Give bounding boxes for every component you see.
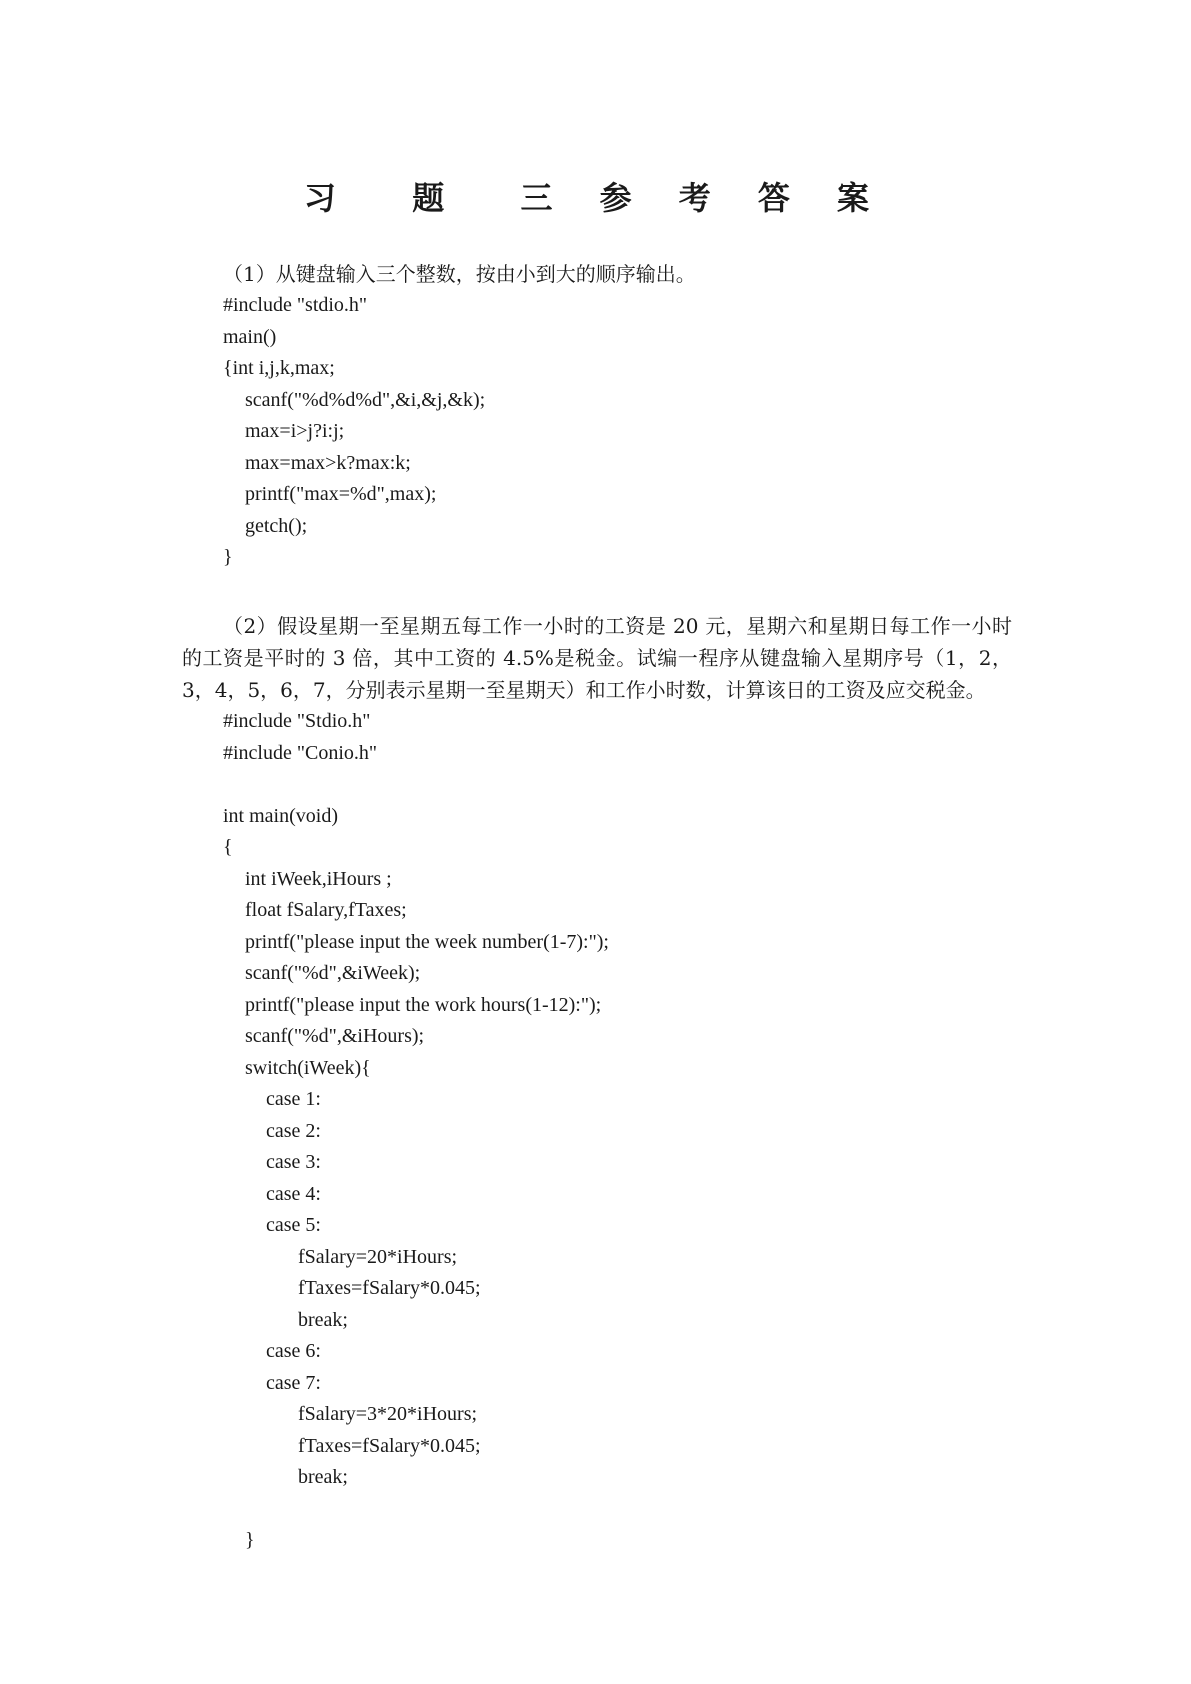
question-2-code [0, 706, 1191, 1557]
code-line: int iWeek,iHours ; [245, 867, 392, 890]
code-line: case 3: [266, 1151, 321, 1173]
code-line: #include "Stdio.h" [223, 710, 371, 732]
code-line: case 6: [266, 1340, 321, 1362]
code-line: max=i>j?i:j; [245, 420, 345, 442]
code-line: float fSalary,fTaxes; [245, 899, 407, 921]
code-line: fTaxes=fSalary*0.045; [298, 1277, 481, 1299]
code-line: printf("please input the work hours(1-12):"); [245, 993, 602, 1016]
code-line: {int i,j,k,max; [223, 357, 335, 379]
code-line: case 7: [266, 1371, 321, 1394]
code-line: scanf("%d%d%d",&i,&j,&k); [245, 388, 486, 411]
code-line: scanf("%d",&iHours); [245, 1025, 425, 1047]
question-1-code [0, 290, 1191, 574]
code-line: fTaxes=fSalary*0.045; [298, 1434, 481, 1457]
code-line: break; [298, 1466, 348, 1488]
question-1-text: （1）从键盘输入三个整数，按由小到大的顺序输出。 [223, 262, 696, 286]
code-line: { [223, 836, 233, 858]
code-line: #include "stdio.h" [223, 294, 368, 316]
code-line: printf("please input the week number(1-7):"); [245, 930, 609, 953]
code-line: case 1: [266, 1088, 321, 1110]
code-line: } [245, 1529, 255, 1551]
code-line: break; [298, 1308, 348, 1331]
question-1-section [0, 258, 1191, 574]
code-line: main() [223, 325, 277, 348]
code-line: case 2: [266, 1119, 321, 1142]
code-line [223, 1494, 1191, 1526]
code-line: max=max>k?max:k; [245, 451, 411, 474]
code-line: switch(iWeek){ [245, 1056, 371, 1079]
code-line: int main(void) [223, 804, 338, 827]
question-2-text: （2）假设星期一至星期五每工作一小时的工资是 20 元，星期六和星期日每工作一小时的工资是平时的 3 倍，其中工资的 4.5%是税金。试编一程序从键盘输入星期序号（1，2，3，4，5，6，7，分别表示星期一至星期天）和工作小时数，计算该日的工资及应交税金。 [182, 614, 1012, 702]
question-2-section [0, 610, 1191, 1557]
page-title: 习 题 三 参 考 答 案 [303, 179, 888, 217]
code-line: printf("max=%d",max); [245, 483, 437, 505]
code-line: case 4: [266, 1182, 321, 1205]
code-line: fSalary=3*20*iHours; [298, 1403, 478, 1425]
code-line: } [223, 546, 233, 568]
code-line: scanf("%d",&iWeek); [245, 962, 421, 984]
code-line: case 5: [266, 1214, 321, 1236]
code-line: fSalary=20*iHours; [298, 1245, 458, 1268]
code-line [223, 769, 1191, 801]
code-line: getch(); [245, 514, 308, 537]
code-line: #include "Conio.h" [223, 741, 378, 764]
